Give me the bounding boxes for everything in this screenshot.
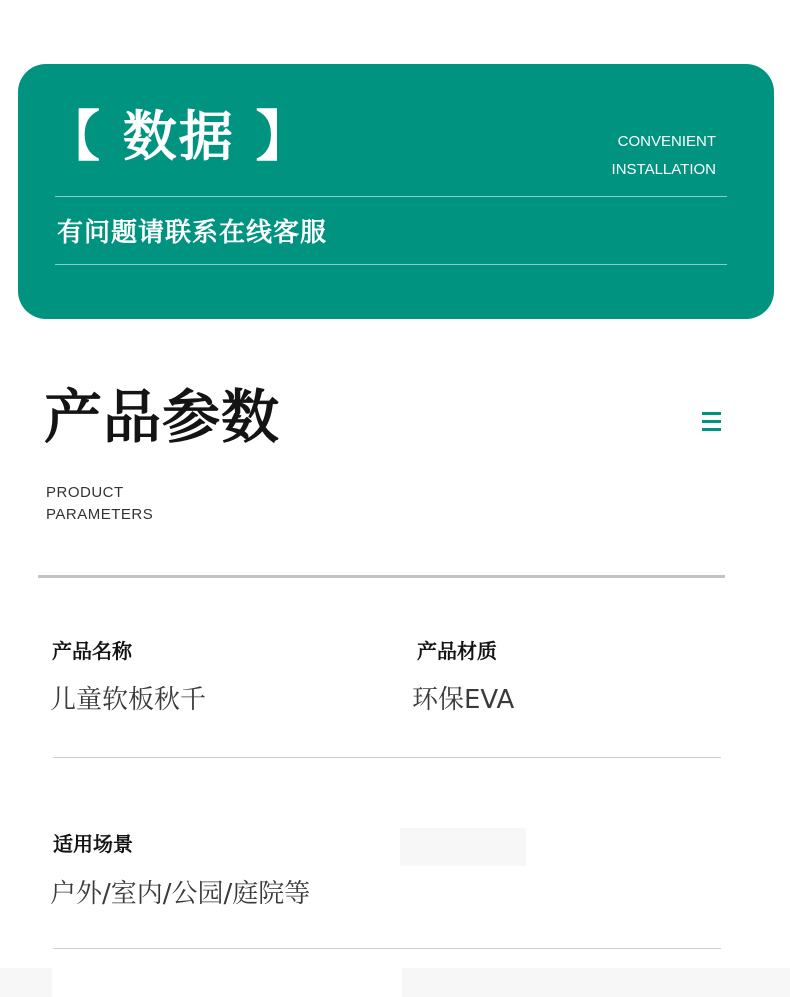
param-value-product-name: 儿童软板秋千 bbox=[50, 685, 207, 715]
banner-contact-note: 有问题请联系在线客服 bbox=[57, 218, 328, 248]
row-divider-2 bbox=[53, 948, 721, 949]
menu-icon-bar bbox=[702, 412, 721, 415]
param-value-usage-scene: 户外/室内/公园/庭院等 bbox=[50, 879, 311, 909]
menu-icon-bar bbox=[702, 428, 721, 431]
param-label-product-name: 产品名称 bbox=[52, 639, 132, 663]
banner-english-subtitle-line1: CONVENIENT bbox=[617, 133, 716, 150]
param-label-material: 产品材质 bbox=[417, 639, 497, 663]
blank-placeholder-block bbox=[400, 828, 526, 866]
param-value-material: 环保EVA bbox=[412, 685, 515, 715]
blank-placeholder-block bbox=[402, 968, 790, 997]
section-english-subtitle bbox=[46, 482, 153, 526]
section-divider bbox=[38, 575, 725, 578]
blank-placeholder-block bbox=[0, 968, 52, 997]
banner-title: 【 数据 】 bbox=[46, 105, 312, 168]
section-english-subtitle-line1: PRODUCT bbox=[46, 484, 124, 501]
menu-icon-bar bbox=[702, 420, 721, 423]
banner-english-subtitle-line2: INSTALLATION bbox=[611, 161, 716, 178]
menu-icon[interactable] bbox=[702, 412, 721, 431]
param-label-usage-scene: 适用场景 bbox=[53, 832, 133, 856]
banner-divider-bottom bbox=[55, 264, 727, 265]
section-title: 产品参数 bbox=[44, 383, 281, 451]
section-english-subtitle-line2: PARAMETERS bbox=[46, 506, 154, 523]
banner-english-subtitle bbox=[546, 128, 716, 184]
row-divider-1 bbox=[53, 757, 721, 758]
banner-divider-top bbox=[55, 196, 727, 197]
header-banner bbox=[18, 64, 774, 319]
